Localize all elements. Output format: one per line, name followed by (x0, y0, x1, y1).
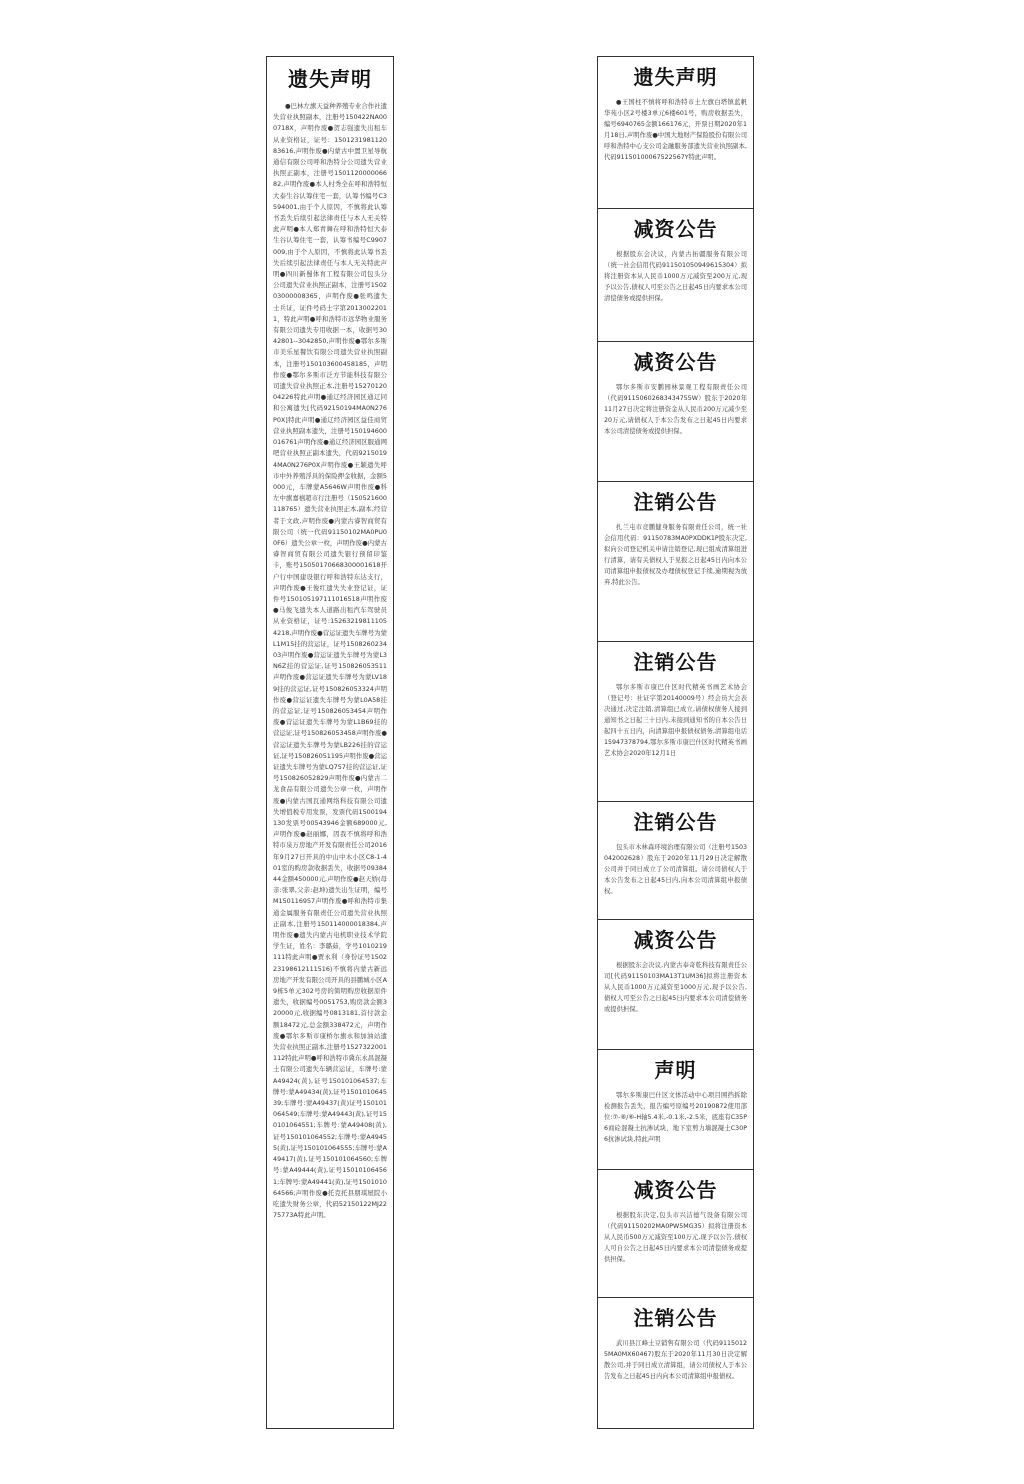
notice-body: 鄂尔多斯市康巴什区时代精英书画艺术协会（登记号：社证字第20140009号）经会员大会表决通过,决定注销,清算组已成立,请债权债务人接到通知书之日起三十日内,未接到通知书的自本公告日起四十五日内，向清算组申报债权债务,清算组电话15947378794,鄂尔多斯市康巴什区时代精英书画艺术协会2020年12月1日 (604, 684, 748, 757)
notice-body: ●巴林左旗天益种养殖专业合作社遗失营业执照副本，注册号150422NA000718X，声明作废●贺志强遗失出租车从业资格证，证号：150123198112083616,声明作废●内蒙古中置卫星导航通信有限公司呼和浩特分公司遗失营业执照正副本，注册号150112000006682,声明作废●本人村秀全在呼和浩特恒大泰生谷认筹住宅一套，认筹书编号C3594001,由于个人原因，不慎将此认筹书丢失后续引起法律责任与本人无关特此声明●本人郑青舞在呼和浩特恒大泰生谷认筹住宅一套，认筹书编号C9907009,由于个人原因，不慎将此认筹书丢失后续引起法律责任与本人无关特此声明●四川新蜀体育工程有限公司包头分公司遗失营业执照正副本，注册号150203000008365，声明作废●张鸣遗失士兵证，证件号码士字第20130022011，特此声明●呼和浩特市远华物业服务有限公司遗失专用收据一本，收据号3042801--3042850,声明作废●鄂尔多斯市美乐星餐饮有限公司遗失营业执照副本，注册号150103600458185，声明作废●鄂尔多斯市泛方节能科技有限公司遗失营业执照正本,注册号152701200422​6特此声明●通辽经济园区通辽同和公寓遗失[代码92150194MA0N276P0X]特此声明●通辽经济园区益佳商贸营业执照副本遗失，注册号150194600016761声明作废●通辽经济园区服通网吧营业执照正副本遗失，代码92150194MA0N276P0X声明作废●王颖遗失呼市中外养殖浮具的保险押金收据，金额5000元，车牌蒙A5646W声明作废●科左中旗嘉禧超市行注册号（150521600118765）遗失营业执照正本,副本,经营者于文政,声明作废●内蒙古睿智商贸有限公司（统一代码91150102MA0PU00F6）遗失公章一枚，声明作废●内蒙古睿智商贸有限公司遗失银行预留印鉴卡，账号15050170668300001618开户行中国建设银行呼和浩特东达支行，声明作废●王俊红遗失失业登记证，证件号150105197111016518声明作废●马俊飞遗失本人道路出租汽车驾驶员从业资格证，证号:152632198111054218,声明作废●营运证遗失车牌号为蒙L1M15挂的营运证，证号150826023403声明作废●营运证遗失车牌号为蒙L3N6Z挂的营运证,证号150826053511声明作废●营运证遗失车牌号为蒙LV189挂的营运证,证号150826053324声明作废●营运证遗失车牌号为蒙L0A58挂的营运证,证号150826053454声明作废●营运证遗失车牌号为蒙L1B69挂的营运证,证号150826053458声明作废●营运证遗失车牌号为蒙LB226挂的营运证,证号150826051195声明作废●营运证遗失车牌号为蒙LQ757挂的营运证,证号150826052829声明作废●内蒙古二龙食品有限公司遗失公章一枚，声明作废●内蒙古国瓦通网络科技有限公司遗失增值税专用发票，发票代码1500194130发票号00543946金额689000元,声明作废●赵丽娜，因我不慎将呼和浩特市泉万房地产开发有限责任公司2016年9月27日开具的中山中木小区C8-1-401室的购房款收据丢失，收据号0938444金额450000元,声明作废●赵天娇(母亲:张翠,父亲:赵坤)遗失出生证明，编号M150116957声明作废●呼和浩特市集通金属服务有限责任公司遗失营业执照正副本,注册号150114000018384,声明作废●遗失内蒙古电机职业技术学院学生证，姓名：李璐茹，学号1010219111特此声明●贾永利（身份证号150223198612111516)不慎将内蒙古新远房地产开发有限公司开具的县鹏城小区A9栋5单元302号房的简明购房收据原件遗失，收据编号0051753,购房款金额320000元,收据编号0813181,首付款金额18472元,总金额338472元，声明作废●鄂尔多斯市康桥尔旗永和加油站遗失营业执照正副本,注册号1527322001112特此声明●呼和浩特市冀东永昌混凝土有限公司遗失车辆营运证，车牌号:蒙A49424(黄),证号150101064537;车牌号:蒙A49434(黄),证号150101064539;车牌号:蒙A49437(黄)证号150101064549;车牌号:蒙A49443(黄),证号150101064551;车牌号:蒙A49408(黄),证号150101064552;车牌号:蒙A49455(黄),证号150101064555;车牌号:蒙A49417(黄),证号150101064560;车牌号:蒙A49444(黄),证号150101064561;车牌号:蒙A49441(黄),证号150101064566;声明作废●托克托县朋琪屋院小吃遗失财务公章，代码52150122MJ2275773A特此声明。 (273, 102, 388, 1220)
notice-body: 鄂尔多斯市安鹏园林景观工程有限责任公司（代码91150602683434755W）股东于2020年11月27日决定将注册资金从人民币200万元减少至20万元,请债权人于本公告发布之日起45日内要求本公司清偿债务或提供担保。 (604, 384, 748, 435)
notice-title: 注销公告 (633, 810, 718, 834)
notice-title: 减资公告 (633, 928, 718, 952)
notice-title: 减资公告 (633, 217, 718, 241)
notice-title: 减资公告 (633, 350, 718, 374)
notice-body: ●王国柱不慎将呼和浩特市土左旗白塔镇蓝帆华苑小区2号楼3单元6楼601号，购房收据丢失，编号6940765金额166176元，开票日期2020年1月18日,声明作废●中国大地财产保险股份有限公司呼和浩特中心支公司金融服务部遗失营业执照副本,代码91150100067522567Y特此声明。 (604, 99, 748, 161)
notice-capital-reduction (598, 1170, 753, 1298)
notice-deregistration (598, 1298, 753, 1428)
notice-deregistration (598, 482, 753, 642)
notice-body: 根据股东会决议,内蒙古奉奇乾科技有限责任公司[代码91150103MA13T1UM36]拟将注册资本从人民币1000万元减资至1000万元,现予以公告,债权人可至公告之日起45日内要求本公司清偿债务或提供担保。 (604, 962, 747, 1013)
notice-lost-declaration (598, 57, 753, 209)
notice-declaration (598, 1050, 753, 1170)
notice-title: 遗失声明 (288, 67, 372, 91)
notice-capital-reduction (598, 209, 753, 342)
notice-title: 注销公告 (633, 490, 718, 514)
notice-deregistration (598, 802, 753, 920)
notice-lost-declarations (267, 57, 393, 1428)
notice-title: 注销公告 (633, 1306, 718, 1330)
notice-body: 包头市木林森环境治理有限公司（注册号150304200262​8）股东于2020年11月29日决定解散公司并于同日成立了公司清算组。请公司债权人于本公告发布之日起45日内,向本公司清算组申报债权。 (604, 844, 747, 895)
notice-title: 减资公告 (633, 1178, 718, 1202)
notice-capital-reduction (598, 342, 753, 482)
notice-title: 注销公告 (633, 650, 718, 674)
notice-capital-reduction (598, 920, 753, 1050)
notice-body: 根据股东会决议，内蒙古拓疆服务有限公司（统一社会信用代码91150105094961530​4）拟将注册资本从人民币1000万元减资至200万元,现予以公告,债权人可至公告之日起45日内要求本公司清偿债务或提供担保。 (604, 251, 748, 302)
right-notice-column (597, 56, 754, 1429)
notice-body: 武川县江峰土豆销售有限公司（代码91150125MA0MX60467)股东于2020年11月30日决定解散公司,并于同日成立清算组，请公司债权人于本公告发布之日起45日内向本公司清算组申报债权。 (604, 1340, 747, 1380)
notice-body: 根据股东决定,包头市兴洁德气设备有限公司（代码91150202MA0PW5MG35）拟将注册资本从人民币500万元减资至100万元,现予以公告,债权人可自公告之日起45日内要求本公司清偿债务或提供担保。 (604, 1212, 747, 1263)
notice-body: 扎兰屯市竞鹏健身服务有限责任公司，统一社会信用代码：91150783MA0PXDDK1P股东决定,拟向公司登记机关申请注销登记,现已组成清算组进行清算，请有关债权人于见报之日起45日内向本公司清算组申报债权及办理债权登记手续,逾期视为放弃,特此公告。 (604, 524, 748, 586)
notice-deregistration (598, 642, 753, 802)
notice-title: 遗失声明 (633, 65, 718, 89)
notice-title: 声明 (654, 1058, 697, 1082)
left-notice-column (266, 56, 394, 1429)
notice-body: 鄂尔多斯康巴什区文体活动中心项目围挡拆除检测报告丢失，报告编号原编号20190872使用部位:⑦-⑧/⑥-H轴5.4米,-0.1米,-2.5米，底座有C35P6商砼混凝土抗渗试块，地下室剪力墙混凝土C30P6抗渗试块,特此声明 (604, 1092, 748, 1143)
